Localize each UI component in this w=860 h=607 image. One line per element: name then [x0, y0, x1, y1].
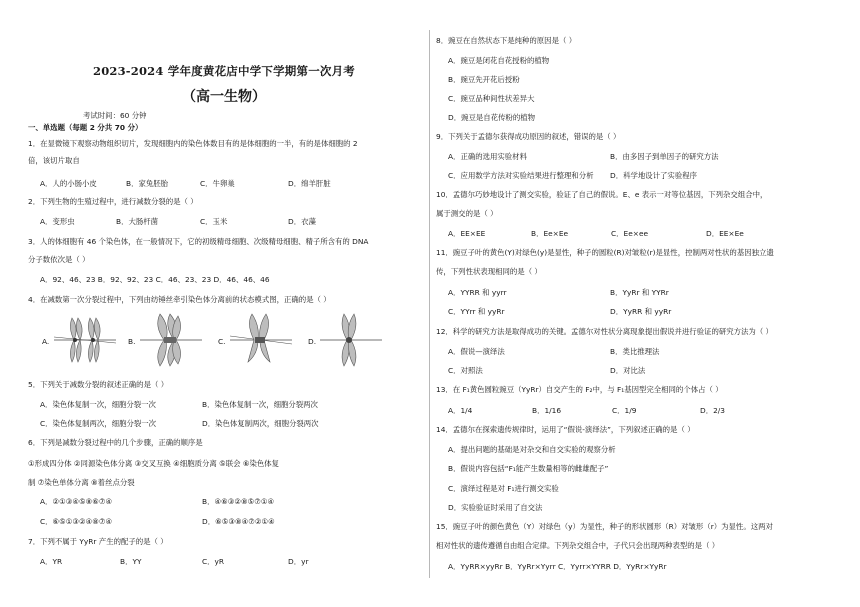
q6-steps: ①形成四分体 ②同源染色体分离 ③交叉互换 ④细胞质分离 ⑤联会 ⑥染色体复	[28, 459, 280, 468]
exam-title: 2023-2024 学年度黄花店中学下学期第一次月考	[93, 64, 355, 78]
q11-options-row2	[448, 307, 671, 317]
q8-option-c: C．豌豆品种间性状差异大	[448, 94, 535, 103]
exam-subject: （高一生物）	[182, 89, 266, 105]
q3-stem-cont: 分子数依次是（ ）	[28, 255, 90, 264]
q13-stem: 13．在 F₁黄色圆粒豌豆（YyRr）自交产生的 F₂中，与 F₁基因型完全相同的个体占（ ）	[436, 385, 723, 394]
q14-option-c: C．演绎过程是对 F₁进行测交实验	[448, 484, 559, 493]
q4-figure-d	[320, 310, 382, 370]
exam-time: 考试时间：60 分钟	[83, 111, 147, 120]
q4-option-b: B.	[128, 337, 136, 346]
q10-options	[448, 229, 744, 239]
q1-option-d: D．绵羊肝脏	[288, 179, 331, 188]
q10-option-d: D．EE×Ee	[706, 229, 744, 238]
q6-option-c: C．⑥⑤①③②④⑧⑦④	[40, 517, 113, 526]
q4-figures	[38, 310, 408, 370]
q5-option-a: A．染色体复制一次，细胞分裂一次	[40, 400, 156, 409]
q15-options: A．YyRR×yyRr B．YyRr×Yyrr C．Yyrr×YYRR D．YyRr×YyRr	[448, 562, 667, 571]
q2-option-a: A．变形虫	[40, 217, 75, 226]
q12-stem: 12．科学的研究方法是取得成功的关键。孟德尔对性状分离现象提出假说并进行验证的研究方法为（ ）	[436, 327, 773, 336]
q15-stem-cont: 相对性状的遗传遵循自由组合定律。下列杂交组合中，子代只会出现两种表型的是（ ）	[436, 541, 720, 550]
q4-option-a: A.	[42, 337, 50, 346]
q9-options-row1	[448, 152, 719, 162]
q5-options-row2	[40, 419, 319, 429]
q11-option-b: B．YyRr 和 YYRr	[610, 288, 669, 297]
q12-option-c: C．对照法	[448, 366, 483, 375]
q14-option-a: A．提出问题的基础是对杂交和自交实验的观察分析	[448, 445, 616, 454]
q2-option-c: C．玉米	[200, 217, 228, 226]
q8-stem: 8．豌豆在自然状态下是纯种的原因是（ ）	[436, 36, 577, 45]
q1-stem: 1．在显微镜下观察动物组织切片，发现细胞内的染色体数目有的是体细胞的一半，有的是体细胞的 2	[28, 139, 358, 148]
q11-option-a: A．YYRR 和 yyrr	[448, 288, 507, 297]
q10-stem-cont: 属于测交的是（ ）	[436, 209, 498, 218]
q2-stem: 2．下列生物的生殖过程中，进行减数分裂的是（ ）	[28, 197, 198, 206]
q7-option-c: C．yR	[202, 557, 225, 566]
q5-options-row1	[40, 400, 318, 410]
q5-option-d: D．染色体复制两次，细胞分裂两次	[202, 419, 319, 428]
q6-option-d: D．⑥⑤③⑧④⑦②①④	[202, 517, 275, 526]
q10-stem: 10．孟德尔巧妙地设计了测交实验，验证了自己的假说。E、e 表示一对等位基因，下列杂交组合中，	[436, 190, 768, 199]
section-title: 一、单选题（每题 2 分共 70 分）	[28, 123, 143, 132]
q9-option-c: C．应用数学方法对实验结果进行整理和分析	[448, 171, 594, 180]
q12-options-row1	[448, 347, 659, 357]
q4-option-c: C.	[218, 337, 226, 346]
q9-option-a: A．正确的选用实验材料	[448, 152, 527, 161]
q11-option-d: D．YyRR 和 yyRr	[610, 307, 672, 316]
q8-option-d: D．豌豆是自花传粉的植物	[448, 113, 535, 122]
q9-option-b: B．由多因子到单因子的研究方法	[610, 152, 719, 161]
q6-options-row1	[40, 497, 274, 507]
q6-option-a: A．②①③④⑤⑧⑥⑦④	[40, 497, 113, 506]
q15-stem: 15．豌豆子叶的颜色黄色（Y）对绿色（y）为显性，种子的形状圆形（R）对皱形（r）为显性。这两对	[436, 522, 773, 531]
q10-option-a: A．EE×EE	[448, 229, 486, 238]
q13-options	[448, 406, 725, 416]
q1-options	[40, 179, 331, 189]
q1-option-a: A．人的小肠小皮	[40, 179, 97, 188]
q11-options-row1	[448, 288, 669, 298]
q13-option-c: C．1/9	[612, 406, 637, 415]
q7-option-a: A．YR	[40, 557, 63, 566]
q13-option-d: D．2/3	[700, 406, 725, 415]
q10-option-b: B．Ee×Ee	[531, 229, 569, 238]
q4-figure-b	[140, 310, 202, 370]
q2-option-d: D．衣藻	[288, 217, 316, 226]
q2-options	[40, 217, 316, 227]
q6-steps-cont: 制 ⑦染色单体分离 ⑧着丝点分裂	[28, 478, 135, 487]
q13-option-b: B．1/16	[532, 406, 562, 415]
q13-option-a: A．1/4	[448, 406, 473, 415]
q5-option-c: C．染色体复制两次，细胞分裂一次	[40, 419, 157, 428]
q12-option-b: B．类比推理法	[610, 347, 660, 356]
q5-option-b: B．染色体复制一次，细胞分裂两次	[202, 400, 318, 409]
q2-option-b: B．大肠杆菌	[116, 217, 159, 226]
q5-stem: 5．下列关于减数分裂的叙述正确的是（ ）	[28, 380, 169, 389]
q8-option-b: B．豌豆先开花后授粉	[448, 75, 520, 84]
column-divider	[429, 30, 430, 578]
q9-option-d: D．科学地设计了实验程序	[610, 171, 697, 180]
q8-option-a: A．豌豆是闭花自花授粉的植物	[448, 56, 550, 65]
q10-option-c: C．Ee×ee	[611, 229, 649, 238]
q14-option-b: B．假说内容包括“F₁能产生数量相等的雌雄配子”	[448, 464, 609, 473]
q11-option-c: C．YYrr 和 yyRr	[448, 307, 505, 316]
q1-stem-cont: 倍，该切片取自	[28, 156, 80, 165]
q4-figure-c	[230, 310, 292, 370]
q14-option-d: D．实验验证时采用了自交法	[448, 503, 543, 512]
q1-option-b: B．家兔胚胎	[126, 179, 169, 188]
q4-option-d: D.	[308, 337, 317, 346]
q6-options-row2	[40, 517, 275, 527]
q4-stem: 4．在减数第一次分裂过程中，下列由纺锤丝牵引染色体分离前的状态模式图，正确的是（ ）	[28, 295, 331, 304]
q6-option-b: B．④⑥③②⑧⑤⑦①④	[202, 497, 275, 506]
q1-option-c: C．牛卵巢	[200, 179, 235, 188]
q12-options-row2	[448, 366, 645, 376]
q9-options-row2	[448, 171, 697, 181]
q12-option-d: D．对比法	[610, 366, 646, 375]
q3-stem: 3．人的体细胞有 46 个染色体，在一般情况下，它的初级精母细胞、次级精母细胞、精子所含有的 DNA	[28, 237, 369, 246]
q3-options: A．92、46、23 B．92、92、23 C．46、23、23 D．46、46、46	[40, 275, 270, 284]
q7-option-b: B．YY	[120, 557, 142, 566]
q12-option-a: A．假说—演绎法	[448, 347, 505, 356]
q9-stem: 9．下列关于孟德尔获得成功原因的叙述，错误的是（ ）	[436, 132, 621, 141]
q4-figure-a	[54, 310, 116, 370]
q7-stem: 7．下列不属于 YyRr 产生的配子的是（ ）	[28, 537, 168, 546]
q11-stem-cont: 传，下列性状表现相同的是（ ）	[436, 267, 542, 276]
q14-stem: 14．孟德尔在探索遗传规律时，运用了“假说-演绎法”，下列叙述正确的是（ ）	[436, 425, 695, 434]
q11-stem: 11．豌豆子叶的黄色(Y)对绿色(y)是显性，种子的圆粒(R)对皱粒(r)是显性，控制两对性状的基因独立遗	[436, 248, 774, 257]
q7-options	[40, 557, 309, 567]
q7-option-d: D．yr	[288, 557, 309, 566]
q6-stem: 6．下列是减数分裂过程中的几个步骤，正确的顺序是	[28, 438, 203, 447]
